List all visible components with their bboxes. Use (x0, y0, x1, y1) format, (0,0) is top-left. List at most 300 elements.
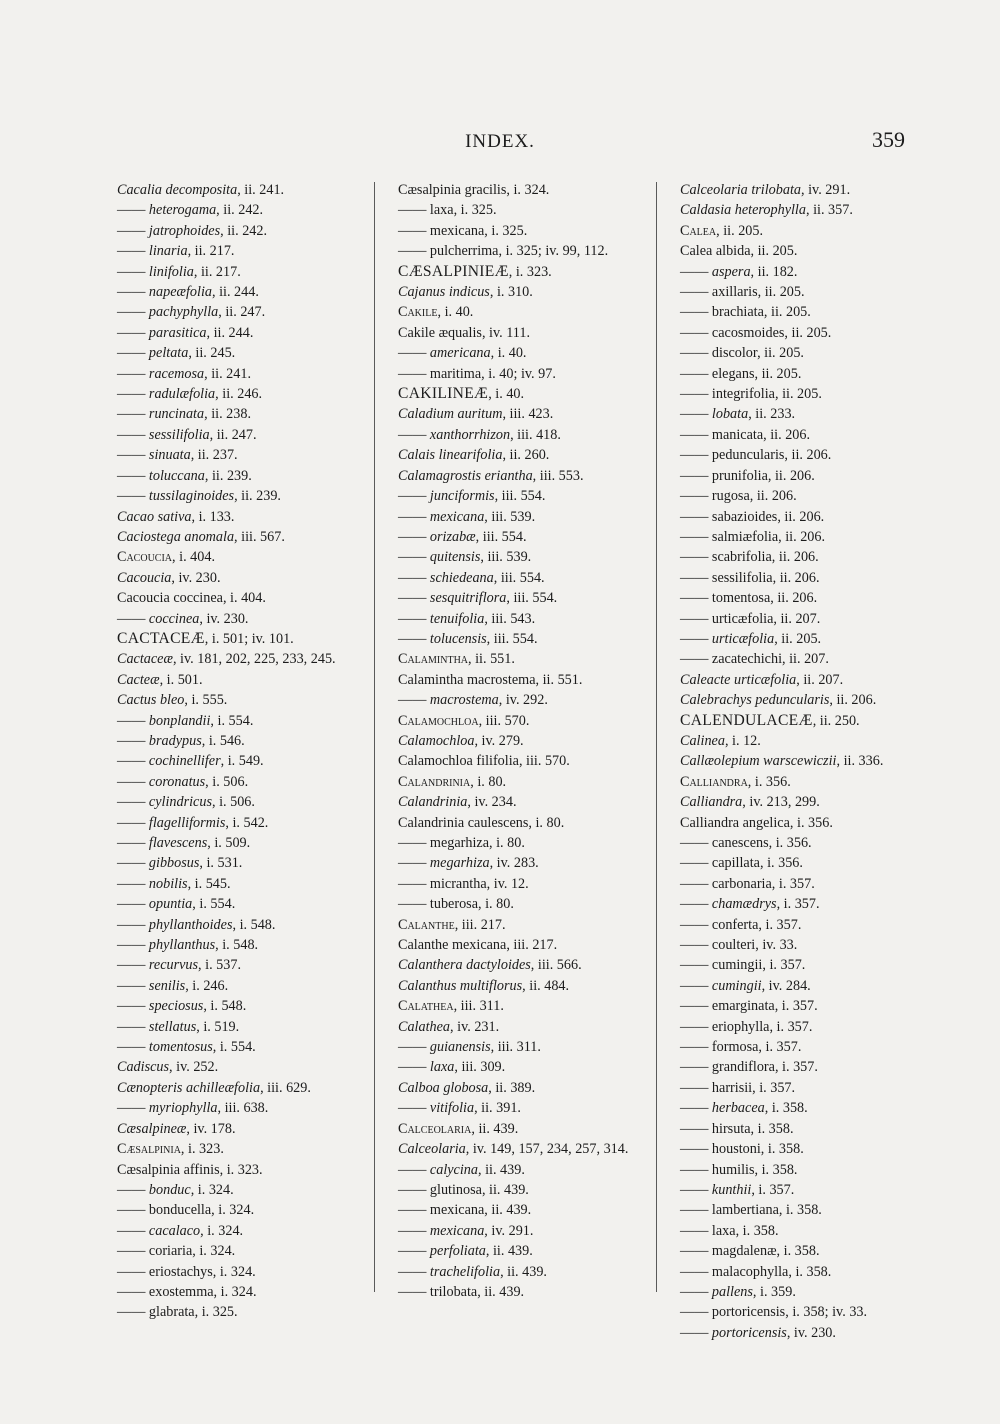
index-entry: —— stellatus, i. 519. (117, 1018, 240, 1035)
index-entry: —— sesquitriflora, iii. 554. (398, 590, 558, 607)
entry-name: Cakile (398, 304, 438, 321)
entry-name: integrifolia (711, 386, 775, 403)
index-entry: Cadiscus, iv. 252. (117, 1059, 219, 1076)
index-entry: —— cylindricus, i. 506. (117, 794, 255, 811)
index-entry: —— radulæfolia, ii. 246. (117, 386, 263, 403)
index-entry: —— bradypus, i. 546. (117, 732, 245, 749)
index-entry: Caladium auritum, iii. 423. (398, 406, 554, 423)
index-entry: CÆSALPINIEÆ, i. 323. (398, 262, 552, 280)
index-entry: —— heterogama, ii. 242. (117, 202, 264, 219)
entry-name: mexicana (429, 222, 485, 239)
index-entry: —— lobata, ii. 233. (680, 406, 796, 423)
index-entry: Calamintha, ii. 551. (398, 651, 515, 668)
entry-name: trilobata (429, 1283, 478, 1300)
index-entry: Cæsalpinia, i. 323. (117, 1141, 224, 1158)
entry-name: lambertiana (711, 1202, 779, 1219)
entry-name: Calamochloa (398, 732, 475, 749)
index-entry: —— bonduc, i. 324. (117, 1181, 234, 1198)
index-entry: —— aspera, ii. 182. (680, 263, 798, 280)
index-entry: —— tenuifolia, iii. 543. (398, 610, 536, 627)
entry-name: pallens (711, 1283, 753, 1300)
entry-name: heterogama (148, 202, 217, 219)
index-entry: —— trilobata, ii. 439. (398, 1283, 525, 1300)
entry-name: radulæfolia (148, 386, 216, 403)
entry-name: sabazioides (711, 508, 778, 525)
index-entry: —— formosa, i. 357. (680, 1039, 802, 1056)
entry-name: cacalaco (148, 1222, 201, 1239)
index-entry: —— peduncularis, ii. 206. (680, 447, 832, 464)
entry-name: kunthii (711, 1181, 752, 1198)
entry-name: schiedeana (429, 569, 494, 586)
index-entry: —— manicata, ii. 206. (680, 426, 811, 443)
entry-name: bonduc (148, 1181, 191, 1198)
index-entry: Cakile, i. 40. (398, 304, 474, 321)
entry-name: Calamochloa (398, 712, 479, 729)
index-entry: —— tuberosa, i. 80. (398, 896, 514, 913)
entry-name: glutinosa (429, 1181, 482, 1198)
entry-name: runcinata (148, 406, 205, 423)
entry-name: CALENDULACEÆ (680, 711, 813, 729)
entry-name: quitensis (429, 549, 481, 566)
index-entry: —— jatrophoides, ii. 242. (117, 222, 268, 239)
entry-name: laxa (711, 1222, 736, 1239)
index-entry: Calandrinia, i. 80. (398, 773, 507, 790)
index-entry: —— phyllanthoides, i. 548. (117, 916, 276, 933)
entry-name: Cadiscus (117, 1059, 170, 1076)
entry-name: Calliandra (680, 773, 748, 790)
index-entry: —— macrostema, iv. 292. (398, 692, 548, 709)
index-entry: Calceolaria trilobata, iv. 291. (680, 182, 851, 198)
index-entry: —— americana, i. 40. (398, 345, 527, 362)
entry-name: aspera (711, 263, 751, 280)
entry-name: linifolia (148, 263, 194, 280)
entry-name: micrantha (429, 875, 487, 892)
index-entry: —— trachelifolia, ii. 439. (398, 1263, 547, 1280)
index-entry: —— cumingii, i. 357. (680, 957, 806, 974)
index-entry: —— coulteri, iv. 33. (680, 937, 798, 954)
entry-name: rugosa (711, 488, 750, 505)
index-entry: Calboa globosa, ii. 389. (398, 1079, 536, 1096)
index-entry: —— recurvus, i. 537. (117, 957, 242, 974)
index-entry: —— xanthorrhizon, iii. 418. (398, 426, 561, 443)
entry-name: chamædrys (711, 896, 777, 913)
index-entry: —— elegans, ii. 205. (680, 365, 802, 382)
index-entry: Calea albida, ii. 205. (680, 243, 798, 260)
index-entry: —— coccinea, iv. 230. (117, 610, 249, 627)
entry-name: Calamagrostis eriantha (398, 467, 533, 484)
entry-name: gibbosus (148, 855, 200, 872)
entry-name: Cakile æqualis (398, 324, 482, 341)
entry-name: Calandrinia (398, 773, 471, 790)
index-entry: —— sabazioides, ii. 206. (680, 508, 825, 525)
index-entry: —— magdalenæ, i. 358. (680, 1243, 820, 1260)
index-entry: Calamochloa, iv. 279. (398, 732, 524, 749)
entry-name: malacophylla (711, 1263, 789, 1280)
entry-name: pulcherrima (429, 243, 499, 260)
entry-name: portoricensis (711, 1324, 787, 1341)
entry-name: cacosmoides (711, 324, 785, 341)
index-entry: —— sessilifolia, ii. 206. (680, 569, 820, 586)
entry-name: urticæfolia (711, 610, 774, 627)
entry-name: capillata (711, 855, 760, 872)
entry-name: macrostema (429, 692, 499, 709)
entry-name: urticæfolia (711, 630, 775, 647)
entry-name: flavescens (148, 835, 208, 851)
entry-name: speciosus (148, 998, 204, 1015)
entry-name: prunifolia (711, 467, 768, 484)
index-entry: Caldasia heterophylla, ii. 357. (680, 202, 853, 219)
index-entry: —— laxa, i. 358. (680, 1222, 779, 1239)
index-entry: —— integrifolia, ii. 205. (680, 386, 822, 403)
index-entry: —— carbonaria, i. 357. (680, 875, 815, 892)
index-column-3 (680, 180, 942, 1343)
index-entry: —— tolucensis, iii. 554. (398, 630, 538, 647)
entry-name: Calea (680, 222, 717, 239)
entry-name: Cacteæ (117, 671, 160, 688)
index-entry: —— exostemma, i. 324. (117, 1283, 257, 1300)
index-entry: CAKILINEÆ, i. 40. (398, 385, 525, 403)
index-entry: —— cochinellifer, i. 549. (117, 753, 264, 770)
index-entry: —— portoricensis, i. 358; iv. 33. (680, 1304, 868, 1321)
index-entry: —— urticæfolia, ii. 205. (680, 630, 822, 647)
index-entry: Calliandra, iv. 213, 299. (680, 794, 820, 811)
index-entry: Calanthera dactyloides, iii. 566. (398, 957, 582, 974)
entry-name: stellatus (148, 1018, 197, 1035)
entry-name: megarhiza (429, 835, 489, 851)
entry-name: Calceolaria (398, 1141, 466, 1158)
entry-name: nobilis (148, 875, 188, 892)
entry-name: grandiflora (711, 1059, 775, 1076)
index-entry: —— mexicana, i. 325. (398, 222, 528, 239)
entry-name: cumingii (711, 957, 763, 974)
index-entry: —— chamædrys, i. 357. (680, 896, 820, 913)
entry-name: Calamochloa filifolia (398, 753, 519, 770)
index-entry: Cajanus indicus, i. 310. (398, 284, 533, 301)
index-entry: —— megarhiza, iv. 283. (398, 855, 539, 872)
index-entry: Cæsalpinia gracilis, i. 324. (398, 182, 550, 198)
index-entry: —— flavescens, i. 509. (117, 835, 251, 851)
index-entry: —— cumingii, iv. 284. (680, 977, 811, 994)
entry-name: tomentosa (711, 590, 771, 607)
index-entry: Calanthe, iii. 217. (398, 916, 506, 933)
index-entry: —— linaria, ii. 217. (117, 243, 235, 260)
entry-name: pachyphylla (148, 304, 219, 321)
index-entry: —— runcinata, ii. 238. (117, 406, 251, 423)
entry-name: phyllanthoides (148, 916, 233, 933)
index-entry: —— junciformis, iii. 554. (398, 488, 546, 505)
entry-name: sinuata (148, 447, 191, 464)
entry-name: bonducella (148, 1202, 212, 1219)
index-entry: —— harrisii, i. 357. (680, 1079, 796, 1096)
entry-name: Callæolepium warscewiczii (680, 753, 837, 770)
index-entry: —— emarginata, i. 357. (680, 998, 818, 1015)
index-entry: —— rugosa, ii. 206. (680, 488, 797, 505)
entry-name: Calamintha (398, 651, 469, 668)
index-entry: Calliandra, i. 356. (680, 773, 791, 790)
index-entry: —— conferta, i. 357. (680, 916, 802, 933)
index-entry: —— sessilifolia, ii. 247. (117, 426, 257, 443)
index-entry: CALENDULACEÆ, ii. 250. (680, 711, 860, 729)
entry-name: maritima (429, 365, 482, 382)
entry-name: Calebrachys peduncularis (680, 692, 830, 709)
index-entry: Calinea, i. 12. (680, 732, 761, 749)
index-entry: —— bonplandii, i. 554. (117, 712, 254, 729)
entry-name: tuberosa (429, 896, 478, 913)
index-entry: —— linifolia, ii. 217. (117, 263, 241, 280)
column-divider (656, 182, 657, 1292)
index-entry: Calliandra angelica, i. 356. (680, 814, 833, 831)
entry-name: manicata (711, 426, 764, 443)
index-column-2 (398, 180, 660, 1302)
entry-name: Cæsalpineæ (117, 1120, 187, 1137)
entry-name: portoricensis (711, 1304, 786, 1321)
index-entry: —— tomentosa, ii. 206. (680, 590, 818, 607)
entry-name: phyllanthus (148, 937, 216, 954)
entry-name: emarginata (711, 998, 775, 1015)
entry-name: tolucensis (429, 630, 487, 647)
entry-name: Cacoucia (117, 549, 173, 566)
index-entry: —— maritima, i. 40; iv. 97. (398, 365, 556, 382)
index-entry: Calathea, iii. 311. (398, 998, 504, 1015)
index-entry: —— nobilis, i. 545. (117, 875, 231, 892)
index-entry: Calais linearifolia, ii. 260. (398, 447, 550, 464)
index-entry: —— zacatechichi, ii. 207. (680, 651, 829, 668)
index-entry: —— vitifolia, ii. 391. (398, 1100, 521, 1117)
entry-name: laxa (429, 1059, 455, 1076)
entry-name: formosa (711, 1039, 759, 1056)
index-entry: —— pachyphylla, ii. 247. (117, 304, 266, 321)
entry-name: Cæsalpinia affinis (117, 1161, 220, 1178)
index-entry: Calanthe mexicana, iii. 217. (398, 937, 558, 954)
index-entry: —— cacosmoides, ii. 205. (680, 324, 832, 341)
entry-name: xanthorrhizon (429, 426, 511, 443)
entry-name: CACTACEÆ (117, 629, 205, 647)
index-entry: —— canescens, i. 356. (680, 835, 812, 851)
entry-name: Calliandra (680, 794, 743, 811)
entry-name: glabrata (148, 1304, 195, 1321)
entry-name: toluccana (148, 467, 205, 484)
index-entry: —— speciosus, i. 548. (117, 998, 247, 1015)
index-entry: —— malacophylla, i. 358. (680, 1263, 832, 1280)
index-entry: Cæsalpinia affinis, i. 323. (117, 1161, 263, 1178)
entry-name: Calea albida (680, 243, 751, 260)
index-entry: Calamochloa, iii. 570. (398, 712, 530, 729)
index-entry: Cacoucia, i. 404. (117, 549, 215, 566)
index-entry: Calceolaria, ii. 439. (398, 1120, 519, 1137)
entry-name: linaria (148, 243, 188, 260)
entry-name: recurvus (148, 957, 199, 974)
entry-name: guianensis (429, 1039, 491, 1056)
index-entry: —— capillata, i. 356. (680, 855, 803, 872)
entry-name: CÆSALPINIEÆ (398, 262, 509, 280)
entry-name: Calanthus multiflorus (398, 977, 523, 994)
entry-name: orizabæ (429, 528, 476, 545)
entry-name: Cajanus indicus (398, 284, 490, 301)
entry-name: myriophylla (148, 1100, 218, 1117)
index-entry: —— cacalaco, i. 324. (117, 1222, 244, 1239)
index-entry: Calceolaria, iv. 149, 157, 234, 257, 314. (398, 1141, 629, 1158)
entry-name: houstoni (711, 1141, 761, 1158)
entry-name: Cæsalpinia gracilis (398, 182, 507, 198)
entry-name: megarhiza (429, 855, 490, 872)
index-entry: —— tomentosus, i. 554. (117, 1039, 256, 1056)
entry-name: senilis (148, 977, 186, 994)
entry-name: Cactaceæ (117, 651, 173, 668)
index-entry: —— sinuata, ii. 237. (117, 447, 238, 464)
entry-name: laxa (429, 202, 454, 219)
entry-name: sessilifolia (711, 569, 773, 586)
entry-name: racemosa (148, 365, 205, 382)
index-entry: —— kunthii, i. 357. (680, 1181, 795, 1198)
entry-name: mexicana (429, 1202, 485, 1219)
entry-name: Calamintha macrostema (398, 671, 536, 688)
entry-name: coriaria (148, 1243, 193, 1260)
entry-name: Cactus bleo (117, 692, 185, 709)
entry-name: mexicana (429, 508, 485, 525)
entry-name: herbacea (711, 1100, 765, 1117)
index-entry: —— gibbosus, i. 531. (117, 855, 243, 872)
index-entry: Caciostega anomala, iii. 567. (117, 528, 285, 545)
entry-name: humilis (711, 1161, 755, 1178)
entry-name: cylindricus (148, 794, 212, 811)
entry-name: scabrifolia (711, 549, 772, 566)
entry-name: mexicana (429, 1222, 485, 1239)
entry-name: hirsuta (711, 1120, 751, 1137)
entry-name: Calceolaria trilobata (680, 182, 801, 198)
index-entry: —— lambertiana, i. 358. (680, 1202, 822, 1219)
index-entry: —— perfoliata, ii. 439. (398, 1243, 533, 1260)
index-entry: —— myriophylla, iii. 638. (117, 1100, 269, 1117)
index-entry: —— racemosa, ii. 241. (117, 365, 251, 382)
index-entry: Cacalia decomposita, ii. 241. (117, 182, 285, 198)
index-entry: —— eriostachys, i. 324. (117, 1263, 256, 1280)
entry-name: harrisii (711, 1079, 753, 1096)
index-entry: —— megarhiza, i. 80. (398, 835, 525, 851)
index-entry: —— glabrata, i. 325. (117, 1304, 238, 1321)
index-entry: Cakile æqualis, iv. 111. (398, 324, 531, 341)
entry-name: brachiata (711, 304, 764, 321)
entry-name: eriostachys (148, 1263, 213, 1280)
entry-name: parasitica (148, 324, 207, 341)
entry-name: bradypus (148, 732, 202, 749)
entry-name: opuntia (148, 896, 193, 913)
index-entry: —— senilis, i. 246. (117, 977, 229, 994)
index-entry: Callæolepium warscewiczii, ii. 336. (680, 753, 884, 770)
entry-name: Calboa globosa (398, 1079, 489, 1096)
entry-name: Calandrinia (398, 794, 468, 811)
index-entry: —— bonducella, i. 324. (117, 1202, 255, 1219)
index-entry: —— peltata, ii. 245. (117, 345, 236, 362)
index-entry: CACTACEÆ, i. 501; iv. 101. (117, 629, 294, 647)
entry-name: elegans (711, 365, 755, 382)
index-entry: —— humilis, i. 358. (680, 1161, 798, 1178)
entry-name: sessilifolia (148, 426, 210, 443)
index-entry: Cacoucia, iv. 230. (117, 569, 221, 586)
entry-name: jatrophoides (148, 222, 221, 239)
index-entry: —— guianensis, iii. 311. (398, 1039, 541, 1056)
index-entry: —— mexicana, iii. 539. (398, 508, 536, 525)
entry-name: tomentosus (148, 1039, 213, 1056)
entry-name: axillaris (711, 284, 758, 301)
index-entry: —— phyllanthus, i. 548. (117, 937, 259, 954)
entry-name: Caleacte urticæfolia (680, 671, 797, 688)
index-entry: Calandrinia caulescens, i. 80. (398, 814, 565, 831)
entry-name: magdalenæ (711, 1243, 777, 1260)
entry-name: bonplandii (148, 712, 211, 729)
index-entry: Calea, ii. 205. (680, 222, 764, 239)
index-entry: Calathea, iv. 231. (398, 1018, 500, 1035)
index-entry: —— hirsuta, i. 358. (680, 1120, 794, 1137)
entry-name: Cæsalpinia (117, 1141, 181, 1158)
index-entry: —— portoricensis, iv. 230. (680, 1324, 836, 1341)
entry-name: flagelliformis (148, 814, 226, 831)
index-entry: —— mexicana, iv. 291. (398, 1222, 534, 1239)
index-entry: —— pallens, i. 359. (680, 1283, 796, 1300)
entry-name: coccinea (148, 610, 200, 627)
entry-name: sesquitriflora (429, 590, 507, 607)
index-entry: —— opuntia, i. 554. (117, 896, 236, 913)
index-entry: —— axillaris, ii. 205. (680, 284, 805, 301)
entry-name: coronatus (148, 773, 206, 790)
index-entry: Calamintha macrostema, ii. 551. (398, 671, 583, 688)
index-entry: —— napeæfolia, ii. 244. (117, 284, 259, 301)
index-entry: Cacao sativa, i. 133. (117, 508, 235, 525)
index-entry: Cactus bleo, i. 555. (117, 692, 228, 709)
index-entry: Cænopteris achilleæfolia, iii. 629. (117, 1079, 311, 1096)
entry-name: cochinellifer (148, 753, 221, 770)
index-entry: —— orizabæ, iii. 554. (398, 528, 527, 545)
index-entry: —— brachiata, ii. 205. (680, 304, 811, 321)
index-entry: —— herbacea, i. 358. (680, 1100, 808, 1117)
index-entry: —— laxa, i. 325. (398, 202, 497, 219)
index-entry: —— houstoni, i. 358. (680, 1141, 804, 1158)
entry-name: Cacoucia (117, 569, 172, 586)
index-entry: Cæsalpineæ, iv. 178. (117, 1120, 236, 1137)
index-entry: —— pulcherrima, i. 325; iv. 99, 112. (398, 243, 609, 260)
entry-name: exostemma (148, 1283, 214, 1300)
entry-name: Caldasia heterophylla (680, 202, 806, 219)
index-entry: —— coriaria, i. 324. (117, 1243, 236, 1260)
entry-name: Calathea (398, 1018, 451, 1035)
index-entry: —— flagelliformis, i. 542. (117, 814, 269, 831)
entry-name: junciformis (429, 488, 495, 505)
entry-name: Cacalia decomposita (117, 182, 238, 198)
index-entry: —— prunifolia, ii. 206. (680, 467, 815, 484)
entry-name: Caladium auritum (398, 406, 503, 423)
entry-name: tussilaginoides (148, 488, 235, 505)
entry-name: Cænopteris achilleæfolia (117, 1079, 261, 1096)
index-entry: —— eriophylla, i. 357. (680, 1018, 813, 1035)
entry-name: cumingii (711, 977, 762, 994)
index-entry: —— grandiflora, i. 357. (680, 1059, 818, 1076)
index-entry: —— mexicana, ii. 439. (398, 1202, 532, 1219)
entry-name: peduncularis (711, 447, 785, 464)
index-entry: —— discolor, ii. 205. (680, 345, 804, 362)
index-column-1 (117, 180, 379, 1323)
entry-name: Calanthe mexicana (398, 937, 507, 954)
index-entry: —— salmiæfolia, ii. 206. (680, 528, 826, 545)
page-number: 359 (872, 127, 905, 152)
entry-name: Calliandra angelica (680, 814, 790, 831)
index-entry: —— urticæfolia, ii. 207. (680, 610, 821, 627)
entry-name: Cacoucia coccinea (117, 590, 223, 607)
entry-name: Calandrinia caulescens (398, 814, 529, 831)
index-entry: Calandrinia, iv. 234. (398, 794, 517, 811)
entry-name: peltata (148, 345, 189, 362)
index-entry: —— glutinosa, ii. 439. (398, 1181, 529, 1198)
index-entry: —— laxa, iii. 309. (398, 1059, 506, 1076)
index-entry: —— coronatus, i. 506. (117, 773, 249, 790)
